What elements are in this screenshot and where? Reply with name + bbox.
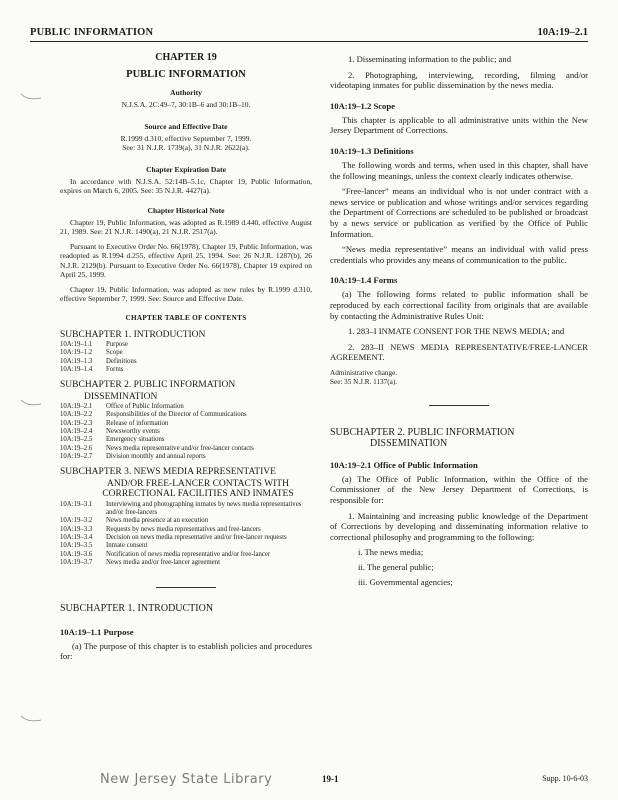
section-2-1-text: (a) The Office of Public Information, within the Office of the Commissioner of the New Jersey Department of Corrections, is responsible for: xyxy=(330,473,588,506)
history-paragraph: Chapter 19, Public Information, was adopted as new rules by R.1999 d.310, effective September 7, 1999. See: Source and Effective Date. xyxy=(60,284,312,303)
section-2-1-item-1: 1. Maintaining and increasing public knowledge of the Department of Corrections by developing and disseminating information relative to correctional philosophy and programming to the following: xyxy=(330,510,588,542)
subchapter-1-heading: SUBCHAPTER 1. INTRODUCTION xyxy=(60,603,214,615)
header-title: PUBLIC INFORMATION xyxy=(30,27,154,38)
form-item-2: 2. 283–II NEWS MEDIA REPRESENTATIVE/FREE-LANCER AGREEMENT. xyxy=(330,341,588,363)
history-heading: Chapter Historical Note xyxy=(147,205,225,215)
toc-entry: 10A:19–2.2 Responsibilities of the Director of Communications xyxy=(60,411,247,419)
toc-entry: 10A:19–2.4 Newsworthy events xyxy=(60,428,160,436)
right-column xyxy=(330,54,588,591)
definition-news-media-representative: “News media representative” means an individual with valid press credentials who provides any means of communication to the public. xyxy=(330,244,588,265)
toc-entry: 10A:19–3.6 Notification of news media representative and/or free-lancer xyxy=(60,550,271,558)
margin-mark-icon xyxy=(20,714,42,724)
section-1-3-heading: 10A:19–1.3 Definitions xyxy=(330,145,414,156)
section-1-3-text: The following words and terms, when used in this chapter, shall have the following meanings, unless the context clearly indicates otherwise. xyxy=(330,159,588,181)
toc-subchapter-heading-cont: DISSEMINATION xyxy=(84,391,158,402)
expiration-heading: Chapter Expiration Date xyxy=(146,164,226,174)
toc-subchapter xyxy=(60,380,312,461)
toc-subchapter-heading: SUBCHAPTER 1. INTRODUCTION xyxy=(60,329,206,340)
toc-entry: 10A:19–1.4 Forms xyxy=(60,365,124,373)
toc-subchapter xyxy=(60,467,312,567)
source-line-2: See: 31 N.J.R. 1739(a), 31 N.J.R. 2622(a). xyxy=(122,143,250,152)
toc-entry: 10A:19–1.2 Scope xyxy=(60,349,123,357)
toc-entry: 10A:19–3.3 Requests by news media representatives and free-lancers xyxy=(60,525,261,533)
toc-subchapter xyxy=(60,330,312,375)
authority-text: N.J.S.A. 2C:49–7, 30:1B–6 and 30:1B–10. xyxy=(121,100,251,109)
toc-entry: 10A:19–3.7 News media and/or free-lancer agreement xyxy=(60,558,220,566)
left-column xyxy=(60,52,312,667)
section-1-4-text: (a) The following forms related to public information shall be reproduced by each correctional facility from originals that are available by contacting the Administrative Rules Unit: xyxy=(330,289,588,321)
toc-title: CHAPTER TABLE OF CONTENTS xyxy=(125,313,247,322)
toc-entry: 10A:19–2.7 Division monthly and annual reports xyxy=(60,452,206,460)
page-footer xyxy=(30,772,588,788)
section-divider xyxy=(156,587,216,588)
section-1-1-text: (a) The purpose of this chapter is to establish policies and procedures for: xyxy=(60,640,312,662)
history-paragraph: Pursuant to Executive Order No. 66(1978), Chapter 19, Public Information, was readopted as R.1994 d.255, effective April 25, 1994. See: 26 N.J.R. 1287(b), 26 N.J.R. 2129(b). Pursuant to Executive Order No. 66(1978), Chapter 19 expired on April 25, 1999. xyxy=(60,241,312,279)
header-section: 10A:19–2.1 xyxy=(537,27,588,38)
section-1-1-heading: 10A:19–1.1 Purpose xyxy=(60,626,134,637)
toc-entry: 10A:19–3.4 Decision on news media representative and/or free-lancer requests xyxy=(60,533,287,541)
section-1-2-heading: 10A:19–1.2 Scope xyxy=(330,100,395,111)
subchapter-2-heading-cont: DISSEMINATION xyxy=(370,438,448,450)
admin-change-note: Administrative change. xyxy=(330,368,398,377)
section-2-1-heading: 10A:19–2.1 Office of Public Information xyxy=(330,459,478,470)
section-1-4-heading: 10A:19–1.4 Forms xyxy=(330,275,398,286)
source-line-1: R.1999 d.310, effective September 7, 1999. xyxy=(120,133,252,143)
toc-subchapter-heading: SUBCHAPTER 2. PUBLIC INFORMATION xyxy=(60,380,236,391)
purpose-item-1: 1. Disseminating information to the public; and xyxy=(348,54,512,64)
toc-entry: 10A:19–2.6 News media representative and/or free-lancer contacts xyxy=(60,444,254,452)
supplement-date: Supp. 10-6-03 xyxy=(542,774,588,783)
purpose-item-2: 2. Photographing, interviewing, recording, filming and/or videotaping inmates for public dissemination by the news media. xyxy=(330,69,588,91)
roman-item: i. The news media; xyxy=(358,547,424,558)
chapter-number: CHAPTER 19 xyxy=(155,52,217,63)
history-paragraph: Chapter 19, Public Information, was adopted as R.1989 d.440, effective August 21, 1989. See: 21 N.J.R. 1490(a), 21 N.J.R. 2517(a). xyxy=(60,217,312,236)
running-header xyxy=(30,27,588,42)
toc-entry: 10A:19–1.3 Definitions xyxy=(60,357,137,365)
margin-mark-icon xyxy=(20,398,42,408)
source-heading: Source and Effective Date xyxy=(144,121,228,131)
toc-subchapter-heading: SUBCHAPTER 3. NEWS MEDIA REPRESENTATIVE xyxy=(60,467,276,478)
admin-change-citation: See: 35 N.J.R. 1137(a). xyxy=(330,377,398,386)
definition-free-lancer: “Free-lancer” means an individual who is not under contract with a news service or publication and whose writings and/or services regarding the Department of Corrections are scheduled to be published or broadcast by a news service or publication as verified by the Office of Public Information. xyxy=(330,186,588,239)
margin-mark-icon xyxy=(20,92,42,102)
toc-subchapter-heading-cont: AND/OR FREE-LANCER CONTACTS WITH CORRECTIONAL FACILITIES AND INMATES xyxy=(102,478,294,500)
section-1-2-text: This chapter is applicable to all administrative units within the New Jersey Department of Corrections. xyxy=(330,114,588,136)
roman-item: ii. The general public; xyxy=(358,562,434,573)
library-watermark: New Jersey State Library xyxy=(100,772,273,787)
authority-heading: Authority xyxy=(170,88,202,97)
toc-entry: 10A:19–2.3 Release of information xyxy=(60,419,169,427)
toc-entry: 10A:19–2.5 Emergency situations xyxy=(60,436,165,444)
toc-entry: 10A:19–3.5 Inmate consent xyxy=(60,542,148,550)
page-number: 19-1 xyxy=(322,774,339,784)
toc-entry: 10A:19–2.1 Office of Public Information xyxy=(60,403,184,411)
toc-entry: 10A:19–3.1 Interviewing and photographing inmates by news media representatives and/or free-lancers xyxy=(60,500,302,517)
expiration-text: In accordance with N.J.S.A. 52:14B–5.1c, Chapter 19, Public Information, expires on March 6, 2005. See: 35 N.J.R. 4427(a). xyxy=(60,176,312,195)
toc-entry: 10A:19–1.1 Purpose xyxy=(60,341,128,348)
roman-item: iii. Governmental agencies; xyxy=(358,576,453,587)
section-divider xyxy=(429,405,489,406)
chapter-title: PUBLIC INFORMATION xyxy=(126,69,246,80)
toc-entry: 10A:19–3.2 News media presence at an execution xyxy=(60,517,209,525)
subchapter-2-heading: SUBCHAPTER 2. PUBLIC INFORMATION xyxy=(330,426,515,438)
form-item-1: 1. 283–I INMATE CONSENT FOR THE NEWS MEDIA; and xyxy=(348,326,565,337)
